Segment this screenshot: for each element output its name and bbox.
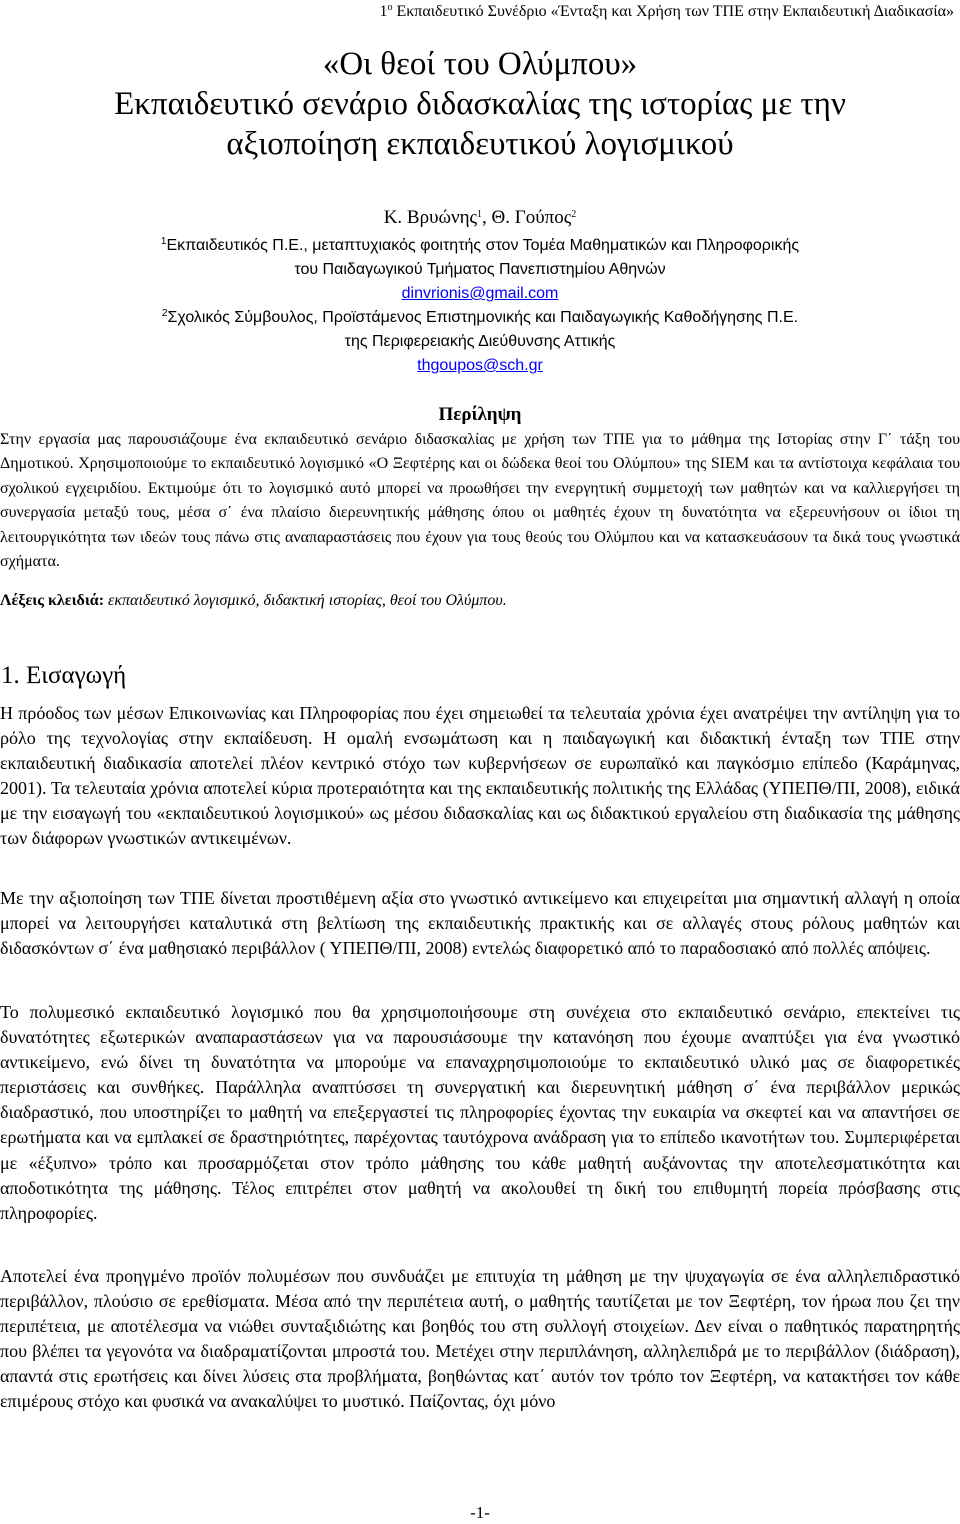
section-heading-introduction: 1. Εισαγωγή bbox=[1, 662, 127, 689]
author-2-affiliation-mark: 2 bbox=[571, 209, 577, 220]
abstract-text: Στην εργασία μας παρουσιάζουμε ένα εκπαιδευτικό σενάριο διδασκαλίας με χρήση των ΤΠΕ για το μάθημα της Ιστορίας στην Γ΄ τάξη του Δημοτικού. Χρησιμοποιούμε το εκπαιδευτικό λογισμικό «Ο Ξεφτέρης και οι δώδεκα θεοί του Ολύμπου» της SIEM και τα αντίστοιχα κεφάλαια του σχολικού εγχειριδίου. Εκτιμούμε ότι το λογισμικό αυτό μπορεί να προωθήσει την ενεργητική συμμετοχή των μαθητών και να καλλιεργήσει τη συνεργασία μεταξύ τους, μέσα σ΄ ένα πλαίσιο διερευνητικής μάθησης όπου οι μαθητές έχουν τη δυνατότητα να εξερευνήσουν οι ίδιοι τη λειτουργικότητα των ιδεών τους πάνω στις αναπαραστάσεις που έχουν για τους θεούς του Ολύμπου και να κατασκευάσουν τα δικά τους γνωστικά σχήματα. bbox=[0, 431, 960, 571]
conference-number-superscript: ο bbox=[387, 2, 393, 13]
intro-paragraph-4: Αποτελεί ένα προηγμένο προϊόν πολυμέσων που συνδυάζει με επιτυχία τη μάθηση με την ψυχαγωγία σε ένα αλληλεπιδραστικό περιβάλλον, πλούσιο σε ερεθίσματα. Μέσα από την περιπέτεια αυτή, ο μαθητής ταυτίζεται με τον Ξεφτέρη, τον ήρωα που ζει την περιπέτεια, με αποτέλεσμα να νιώθει συνταξιδιώτης και βοηθός του στη συλλογή στοιχείων. Δεν είναι ο παθητικός παρατηρητής που βλέπει τα γεγονότα να διαδραματίζονται μπροστά του. Μετέχει στην περιπλάνηση, αλληλεπιδρά με το περιβάλλον (διάδραση), απαντά στις ερωτήσεις και δίνει λύσεις στα προβλήματα, βοηθώντας κατ΄ αυτόν τον τρόπο τον Ξεφτέρη, να κατακτήσει τον κάθε επιμέρους στόχο και φυσικά να ανακαλύψει το μυστικό. Παίζοντας, όχι μόνο bbox=[0, 1266, 960, 1412]
keywords bbox=[0, 589, 960, 613]
intro-paragraph-2: Με την αξιοποίηση των ΤΠΕ δίνεται προστιθέμενη αξία στο γνωστικό αντικείμενο και επιχειρείται μια σημαντική αλλαγή η οποία μπορεί να λειτουργήσει καταλυτικά στη βελτίωση της εκπαιδευτικής πρακτικής και σε αλλαγές στους ρόλους μαθητών και διδασκόντων σ΄ ένα μαθησιακό περιβάλλον ( ΥΠΕΠΘ/ΠΙ, 2008) εντελώς διαφορετικό από το παραδοσιακό από πολλές απόψεις. bbox=[0, 888, 960, 959]
intro-paragraph-3: Το πολυμεσικό εκπαιδευτικό λογισμικό που θα χρησιμοποιήσουμε στη συνέχεια στο εκπαιδευτικό σενάριο, επεκτείνει τις δυνατότητες εξωτερικών αναπαραστάσεων για να παρουσιάσουμε την κατανόηση που έχουμε αναπτύξει για ένα γνωστικό αντικείμενο, ενώ δίνει τη δυνατότητα να μπορούμε να επαναχρησιμοποιούμε το εκπαιδευτικό υλικό μας σε διαφορετικές περιστάσεις και συνθήκες. Παράλληλα αναπτύσσει τη συνεργατική και διερευνητική μάθηση σ΄ ένα περιβάλλον μερικώς διαδραστικό, που υποστηρίζει το μαθητή να επεξεργαστεί τις πληροφορίες έχοντας την ευκαιρία να σκεφτεί και να απαντήσει σε ερωτήματα και να εμπλακεί σε δραστηριότητες, παρέχοντας ταυτόχρονα ανάδραση για το επίπεδο ικανοτήτων του. Συμπεριφέρεται με «έξυπνο» τρόπο και προσαρμόζεται στον τρόπο μάθησης του κάθε μαθητή αυξάνοντας την αποτελεσματικότητα και αποδοτικότητα της μάθησης. Τέλος επιτρέπει στον μαθητή να ακολουθεί τη δική του επιθυμητή πορεία πρόσβασης στις πληροφορίες. bbox=[0, 1002, 960, 1223]
conference-name: Εκπαιδευτικό Συνέδριο «Ένταξη και Χρήση των ΤΠΕ στην Εκπαιδευτική Διαδικασία» bbox=[392, 3, 954, 20]
title-line-3: αξιοποίηση εκπαιδευτικού λογισμικού bbox=[226, 126, 734, 162]
title-line-1: «Οι θεοί του Ολύμπου» bbox=[322, 46, 638, 82]
conference-number: 1 bbox=[379, 3, 388, 20]
paper-title bbox=[0, 44, 960, 164]
abstract-heading: Περίληψη bbox=[438, 404, 522, 425]
affiliation-1-line-1 bbox=[0, 234, 960, 257]
email-link-author-1[interactable]: dinvrionis@gmail.com bbox=[401, 285, 559, 302]
intro-paragraph-1: Η πρόοδος των μέσων Επικοινωνίας και Πληροφορίας που έχει σημειωθεί τα τελευταία χρόνια έχει ανατρέψει την αντίληψη για το ρόλο της τεχνολογίας στην εκπαίδευση. Η ομαλή ενσωμάτωση και η παιδαγωγική και διδακτική ένταξη των ΤΠΕ στην εκπαιδευτική διαδικασία αποτελεί πλέον κεντρικό στόχο των κυβερνήσεων σε ευρωπαϊκό και παγκόσμιο επίπεδο (Καράμηνας, 2001). Τα τελευταία χρόνια αποτελεί κύρια προτεραιότητα και της εκπαιδευτικής πολιτικής της Ελλάδας (ΥΠΕΠΘ/ΠΙ, 2008), ειδικά με την εισαγωγή του «εκπαιδευτικού λογισμικού» ως μέσου διδασκαλίας και ως διδακτικού εργαλείου στη διαδικασία της μάθησης των διάφορων γνωστικών αντικειμένων. bbox=[0, 703, 960, 849]
affiliation-2-line-2: της Περιφερειακής Διεύθυνσης Αττικής bbox=[344, 333, 616, 350]
affiliation-1-mark: 1 bbox=[160, 236, 167, 247]
author-1: Κ. Βρυώνης bbox=[383, 207, 478, 228]
author-separator: , bbox=[482, 207, 492, 228]
running-header bbox=[379, 3, 954, 21]
affiliation-2-mark: 2 bbox=[161, 308, 168, 319]
affiliation-1-line-2: του Παιδαγωγικού Τμήματος Πανεπιστημίου Αθηνών bbox=[294, 261, 666, 278]
authors bbox=[0, 206, 960, 230]
keywords-label: Λέξεις κλειδιά: bbox=[0, 592, 105, 609]
title-line-2: Εκπαιδευτικό σενάριο διδασκαλίας της ιστορίας με την bbox=[114, 86, 846, 122]
affiliation-1-text: Εκπαιδευτικός Π.Ε., μεταπτυχιακός φοιτητής στον Τομέα Μαθηματικών και Πληροφορικής bbox=[166, 237, 800, 254]
author-1-affiliation-mark: 1 bbox=[477, 209, 483, 220]
email-link-author-2[interactable]: thgoupos@sch.gr bbox=[417, 357, 543, 374]
page-number: -1- bbox=[470, 1503, 490, 1522]
affiliation-2-text: Σχολικός Σύμβουλος, Προϊστάμενος Επιστημονικής και Παιδαγωγικής Καθοδήγησης Π.Ε. bbox=[167, 309, 799, 326]
keywords-list: εκπαιδευτικό λογισμικό, διδακτική ιστορίας, θεοί του Ολύμπου. bbox=[108, 592, 507, 609]
affiliation-1-email-row bbox=[0, 282, 960, 305]
author-2: Θ. Γούπος bbox=[491, 207, 572, 228]
affiliation-2-line-1 bbox=[0, 306, 960, 329]
affiliation-2-email-row bbox=[0, 354, 960, 377]
